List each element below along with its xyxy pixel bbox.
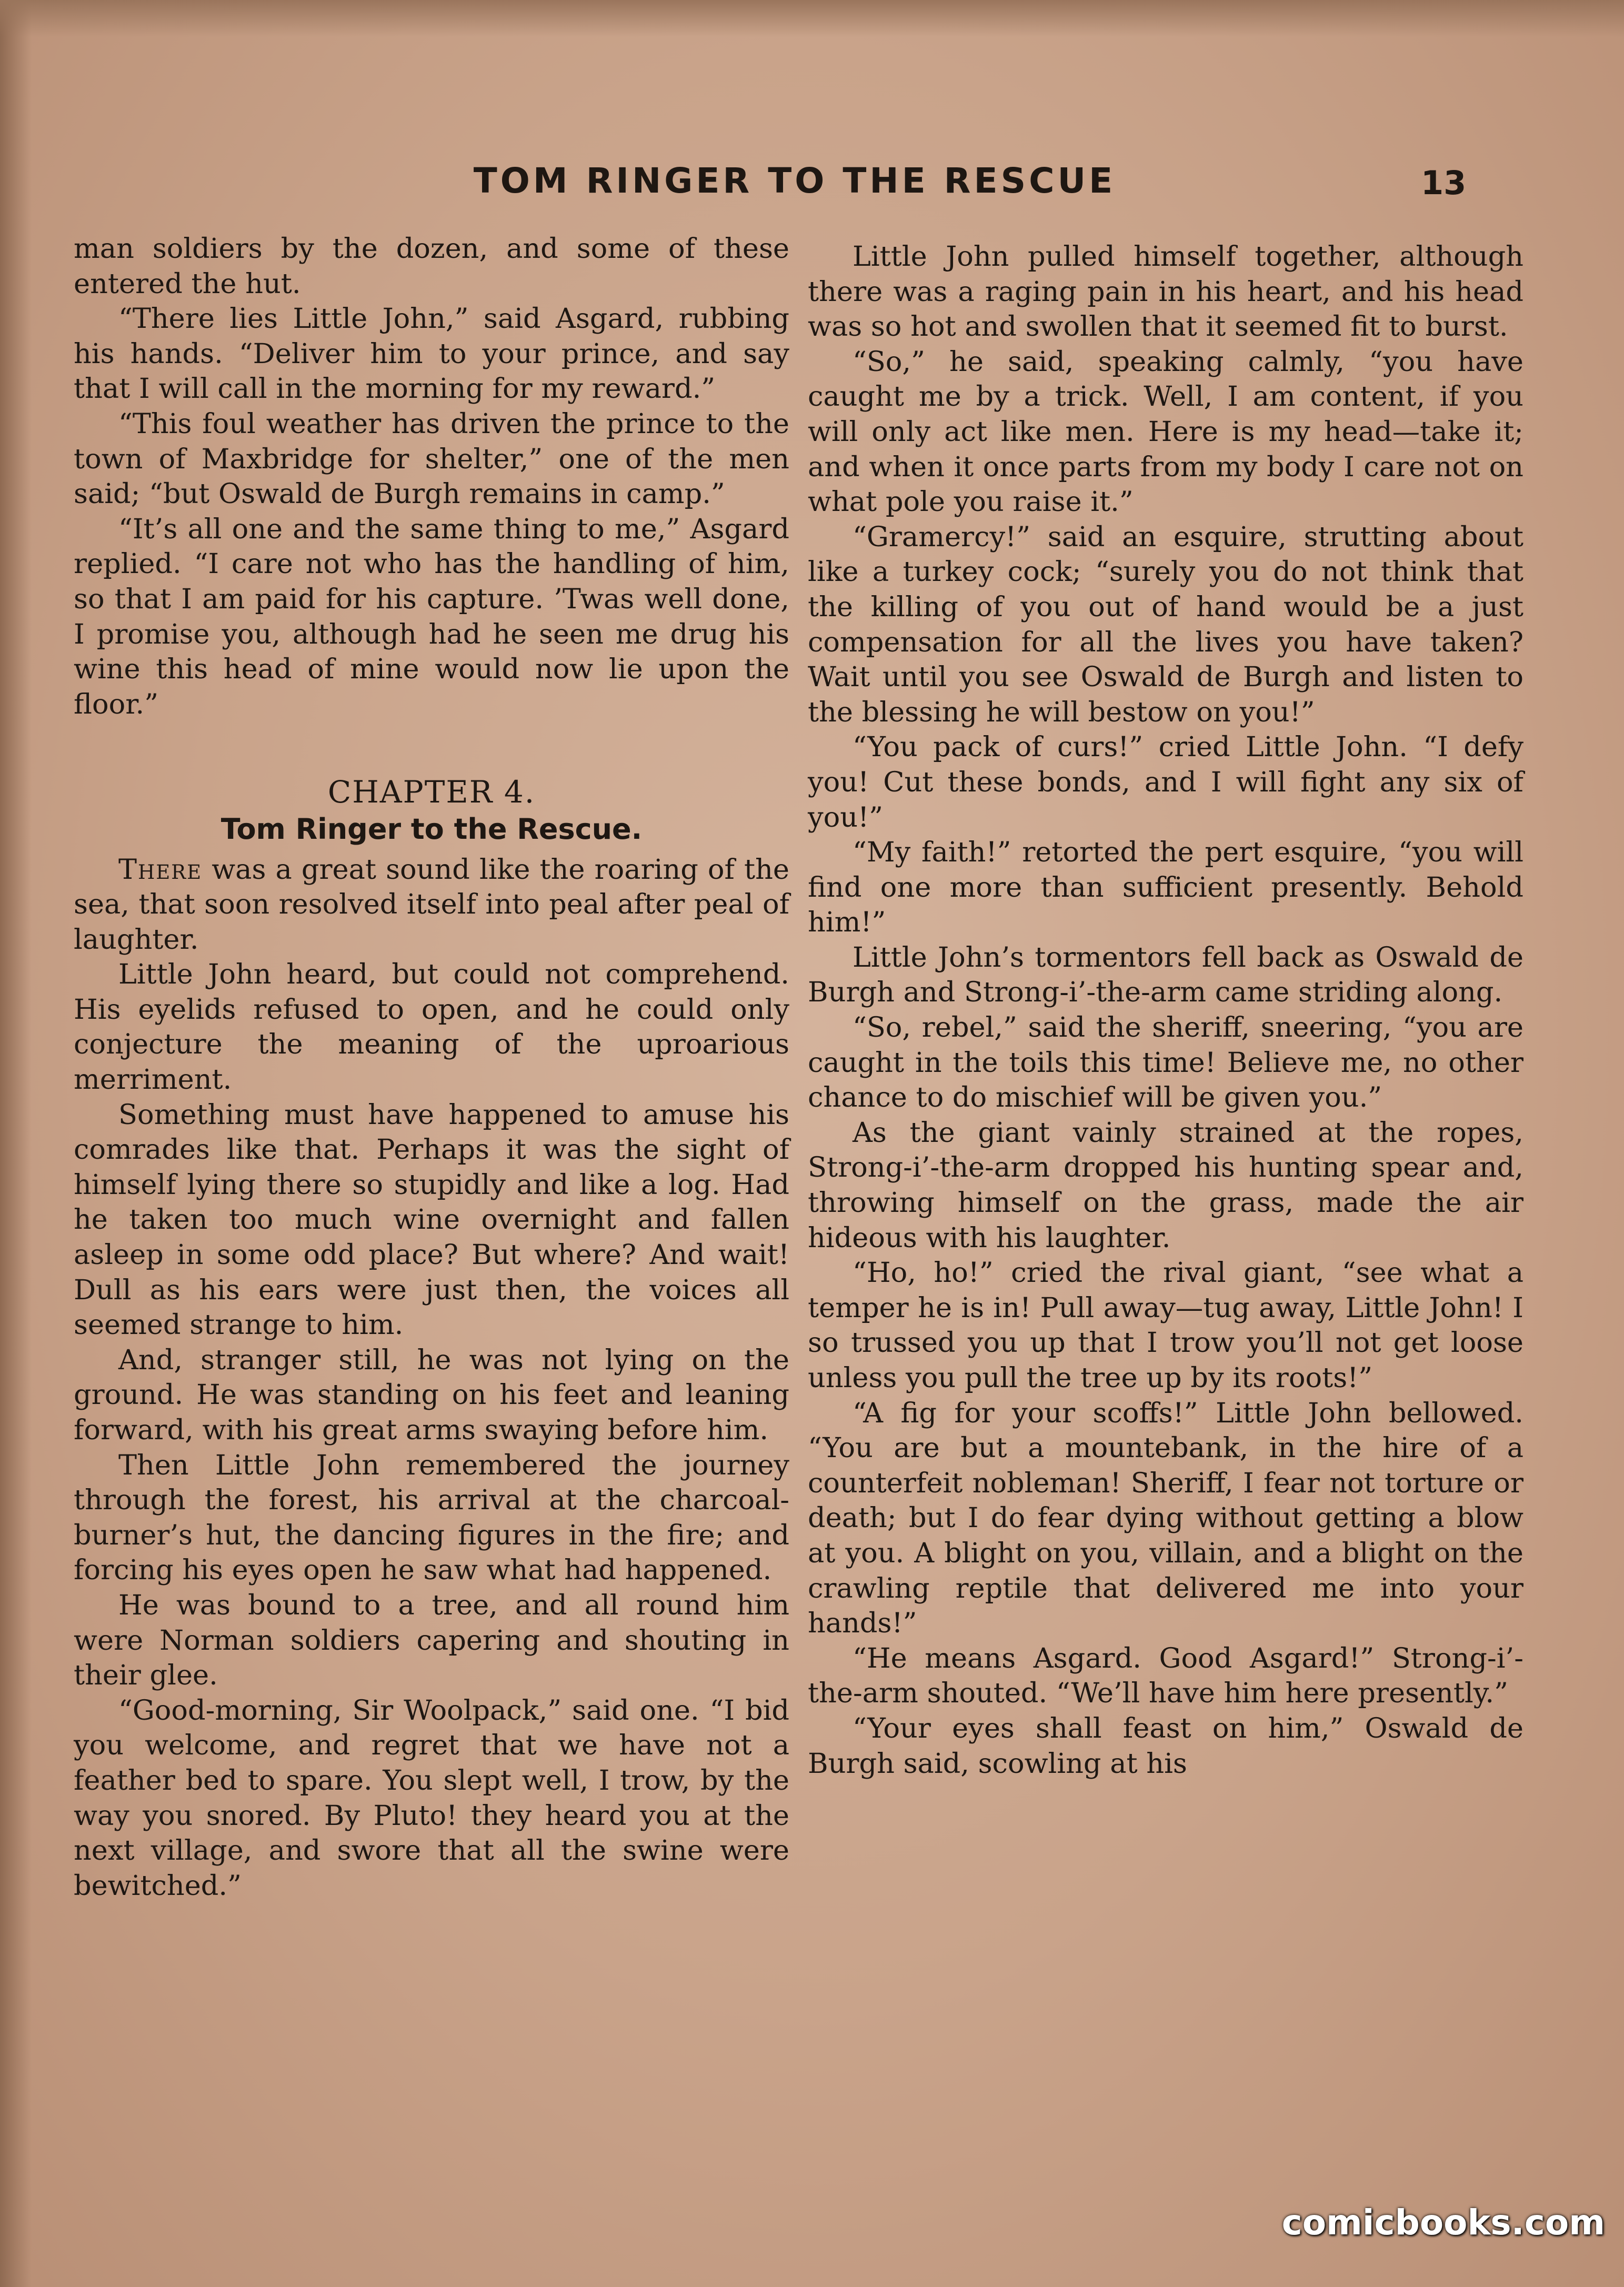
paragraph: “He means Asgard. Good Asgard!” Strong-i’-the-arm shouted. “We’ll have him here presently.” xyxy=(808,1642,1523,1710)
paragraph: As the giant vainly strained at the ropes, Strong-i’-the-arm dropped his hunting spear and, throwing himself on the grass, made the air hideous with his laughter. xyxy=(808,1116,1523,1254)
chapter-number: CHAPTER 4. xyxy=(327,774,536,810)
chapter-title: Tom Ringer to the Rescue. xyxy=(220,812,643,846)
page-edge-shadow-top xyxy=(0,0,1624,37)
right-column xyxy=(808,239,1523,1781)
paragraph: Little John’s tormentors fell back as Oswald de Burgh and Strong-i’-the-arm came striding along. xyxy=(808,941,1523,1009)
paragraph: Little John pulled himself together, although there was a raging pain in his heart, and his head was so hot and swollen that it seemed fit to burst. xyxy=(808,240,1523,343)
paragraph: And, stranger still, he was not lying on the ground. He was standing on his feet and leaning forward, with his great arms swaying before him. xyxy=(74,1343,789,1446)
paragraph: man soldiers by the dozen, and some of these entered the hut. xyxy=(74,233,789,300)
paragraph: “So,” he said, speaking calmly, “you have caught me by a trick. Well, I am content, if you will only act like men. Here is my head—take it; and when it once parts from my body I care not on what pole you raise it.” xyxy=(808,345,1523,518)
paragraph: “Your eyes shall feast on him,” Oswald de Burgh said, scowling at his xyxy=(808,1712,1523,1780)
site-watermark: comicbooks.com xyxy=(1281,2202,1605,2243)
left-column xyxy=(74,232,789,1903)
paragraph: “There lies Little John,” said Asgard, rubbing his hands. “Deliver him to your prince, and say that I will call in the morning for my reward.” xyxy=(74,303,789,405)
paragraph xyxy=(74,852,789,958)
paragraph: “So, rebel,” said the sheriff, sneering, “you are caught in the toils this time! Believe me, no other chance to do mischief will be given you.” xyxy=(808,1011,1523,1114)
paragraph: “Gramercy!” said an esquire, strutting about like a turkey cock; “surely you do not think that the killing of you out of hand would be a just compensation for all the lives you have taken? Wait until you see Oswald de Burgh and listen to the blessing he will bestow on you!” xyxy=(808,520,1523,728)
running-title: TOM RINGER TO THE RESCUE xyxy=(473,161,1116,201)
paragraph: “This foul weather has driven the prince to the town of Maxbridge for shelter,” one of the men said; “but Oswald de Burgh remains in camp.” xyxy=(74,407,789,510)
paragraph: “You pack of curs!” cried Little John. “I defy you! Cut these bonds, and I will fight any six of you!” xyxy=(808,731,1523,834)
paragraph-lead-word: There xyxy=(118,853,203,886)
paragraph: “A fig for your scoffs!” Little John bellowed. “You are but a mountebank, in the hire of a counterfeit nobleman! Sheriff, I fear not torture or death; but I do fear dying without getting a blow at you. A blight on you, villain, and a blight on the crawling reptile that delivered me into your hands!” xyxy=(808,1397,1523,1640)
page-header xyxy=(0,161,1624,208)
paragraph: “My faith!” retorted the pert esquire, “you will find one more than sufficient presently. Behold him!” xyxy=(808,836,1523,939)
paragraph: Then Little John remembered the journey through the forest, his arrival at the charcoal-burner’s hut, the dancing figures in the fire; and forcing his eyes open he saw what had happened. xyxy=(74,1449,789,1587)
paragraph-text: was a great sound like the roaring of the sea, that soon resolved itself into peal after peal of laughter. xyxy=(74,853,789,956)
paragraph: He was bound to a tree, and all round him were Norman soldiers capering and shouting in their glee. xyxy=(74,1589,789,1692)
paragraph: “Good-morning, Sir Woolpack,” said one. “I bid you welcome, and regret that we have not a feather bed to spare. You slept well, I trow, by the way you snored. By Pluto! they heard you at the next village, and swore that all the swine were bewitched.” xyxy=(74,1694,789,1902)
paragraph: Little John heard, but could not comprehend. His eyelids refused to open, and he could only conjecture the meaning of the uproarious merriment. xyxy=(74,958,789,1096)
paragraph: Something must have happened to amuse his comrades like that. Perhaps it was the sight of himself lying there so stupidly and like a log. Had he taken too much wine overnight and fallen asleep in some odd place? But where? And wait! Dull as his ears were just then, the voices all seemed strange to him. xyxy=(74,1098,789,1341)
page-number: 13 xyxy=(1421,164,1467,202)
paragraph: “Ho, ho!” cried the rival giant, “see what a temper he is in! Pull away—tug away, Little John! I so trussed you up that I trow you’ll not get loose unless you pull the tree up by its roots!” xyxy=(808,1257,1523,1394)
page-edge-shadow-left xyxy=(0,0,32,2287)
paragraph: “It’s all one and the same thing to me,” Asgard replied. “I care not who has the handling of him, so that I am paid for his capture. ’Twas well done, I promise you, although had he seen me drug his wine this head of mine would now lie upon the floor.” xyxy=(74,513,789,720)
